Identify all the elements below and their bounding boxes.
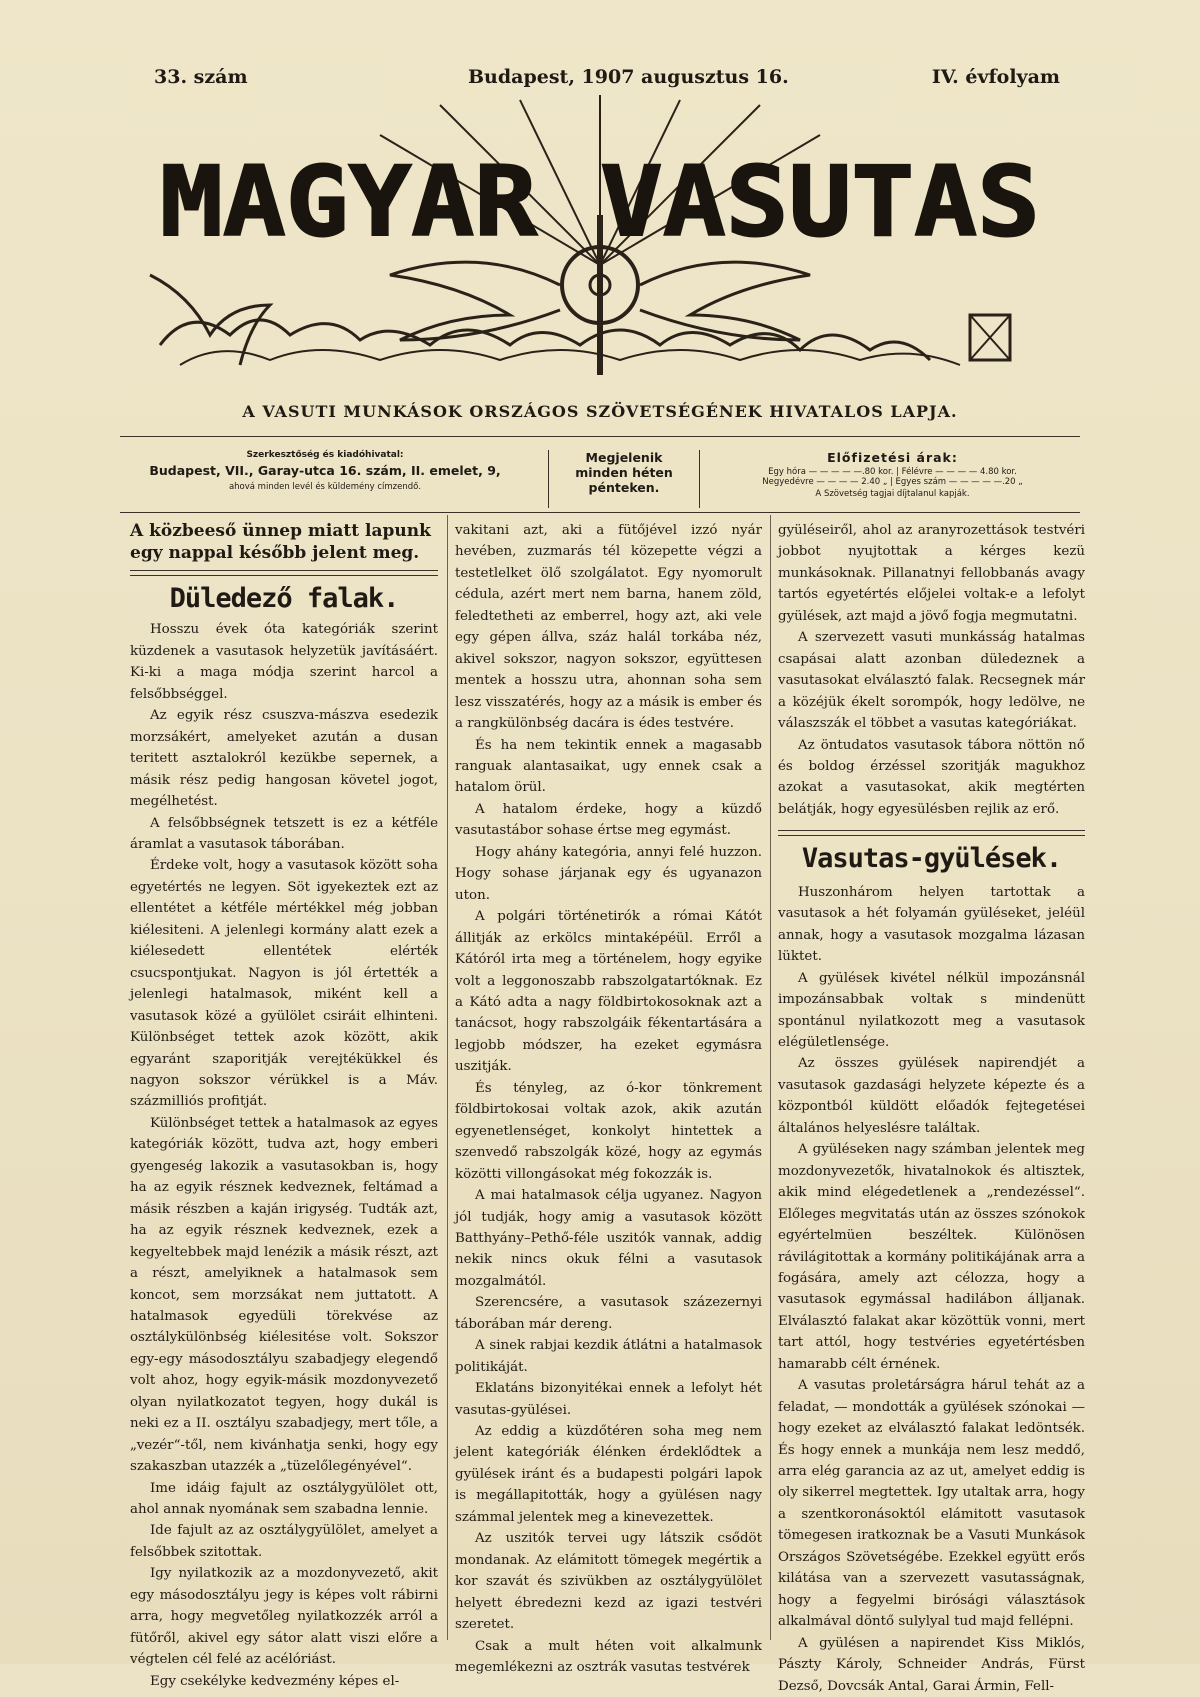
issue-header-line bbox=[150, 66, 1060, 88]
price-note: A Szövetség tagjai díjtalanul kapják. bbox=[815, 489, 970, 499]
masthead-logo bbox=[140, 95, 1060, 385]
publication-date: Budapest, 1907 augusztus 16. bbox=[468, 66, 789, 88]
column-3 bbox=[778, 520, 1085, 1697]
article-paragraph: Szerencsére, a vasutasok százezernyi táborában már dereng. bbox=[455, 1295, 762, 1332]
article-paragraph: A hatalom érdeke, hogy a küzdő vasutastábor sohase értse meg egymást. bbox=[455, 801, 762, 839]
article-paragraph: Az eddig a küzdőtéren soha meg nem jelent kategóriák élénken érdeklődtek a gyülések iránt és a budapesti polgári lapok is megállapitották, hogy a gyülésen nagy számmal jelentek meg a kinevezettek. bbox=[455, 1424, 762, 1525]
masthead-subtitle: A VASUTI MUNKÁSOK ORSZÁGOS SZÖVETSÉGÉNEK HIVATALOS LAPJA. bbox=[242, 402, 958, 421]
publication-schedule bbox=[548, 450, 700, 508]
office-label: Szerkesztőség és kiadóhivatal: bbox=[246, 450, 404, 460]
delay-notice: A közbeeső ünnep miatt lapunk egy nappal később jelent meg. bbox=[130, 521, 431, 563]
article-paragraph: A gyülésen a napirendet Kiss Miklós, Pászty Károly, Schneider András, Fürst Dezső, Dovcsák Antal, Garai Ármin, Fell- bbox=[778, 1635, 1085, 1694]
column-divider-1 bbox=[447, 515, 448, 1640]
article-paragraph: A polgári történetirók a római Kátót állitják az erkölcs mintaképéül. Erről a Kátóról irta meg a történelem, hogy egyike volt a leggonoszabb rabszolgatartóknak. Ez a Kátó adta a nagy földbirtokosoknak azt a tanácsot, hogy rabszolgáik fékentartására a legjobb módszer, ha ezeket egymásra uszitják. bbox=[455, 909, 762, 1075]
article-paragraph: Az uszitók tervei ugy látszik csődöt mondanak. Az elámitott tömegek megértik a kor szavát és szivükben az osztálygyülölet helyett ébredezni kezd az igazi testvéri szeretet. bbox=[455, 1531, 762, 1633]
article-paragraph: Ime idáig fajult az osztálygyülölet ott, ahol annak nyomának sem szabadna lennie. bbox=[130, 1480, 438, 1518]
article-paragraph: Huszonhárom helyen tartottak a vasutasok a hét folyamán gyüléseket, jeléül annak, hogy a vasutasok mozgalma lázasan lüktet. bbox=[778, 884, 1085, 965]
schedule-line-3: pénteken. bbox=[588, 480, 660, 495]
article-paragraph: Eklatáns bizonyitékai ennek a lefolyt hét vasutas-gyülései. bbox=[455, 1381, 762, 1418]
prices-title: Előfizetési árak: bbox=[827, 450, 958, 465]
article-paragraph: Ide fajult az az osztálygyülölet, amelyet a felsőbbek szitottak. bbox=[130, 1523, 438, 1560]
column-1 bbox=[130, 520, 438, 1692]
office-note: ahová minden levél és küldemény címzendő. bbox=[228, 482, 422, 492]
article-headline-duledezo-falak: Düledező falak. bbox=[169, 583, 399, 614]
article-paragraph: Egy csekélyke kedvezmény képes el- bbox=[150, 1673, 400, 1689]
schedule-line-1: Megjelenik bbox=[585, 450, 663, 465]
schedule-line-2: minden héten bbox=[575, 465, 673, 480]
article-paragraph: A mai hatalmasok célja ugyanez. Nagyon jól tudják, hogy amig a vasutasok között Batthyány–Pethő-féle uszitók vannak, addig nekik nincs okuk félni a vasutasok mozgalmától. bbox=[455, 1188, 762, 1289]
price-row-1: Egy hóra — — — — —.80 kor. | Félévre — — — — 4.80 kor. bbox=[768, 467, 1017, 477]
info-rule bbox=[120, 512, 1080, 513]
article-paragraph: Hogy ahány kategória, annyi felé huzzon. Hogy sohase járjanak egy és ugyanazon uton. bbox=[455, 844, 762, 903]
article-paragraph: Az összes gyülések napirendjét a vasutasok gazdasági helyzete képezte és a központból küldött előadók fejtegetései általános helyeslésre találtak. bbox=[778, 1056, 1085, 1136]
article-paragraph: Az egyik rész csuszva-mászva esedezik morzsákért, amelyeket azután a dusan teritett asztalokról kezükbe sepernek, a másik rész pedig hangosan követel jogot, megélhetést. bbox=[130, 708, 438, 810]
article-paragraph: gyüléseiről, ahol az aranyrozettások testvéri jobbot nyujtottak a kérges kezü munkásoknak. Pillanatnyi fellobbanás avagy tartós egyetértés előjelei voltak-e a lefolyt gyülések, azt majd a jövő fogja megmutatni. bbox=[778, 523, 1085, 624]
section-rule bbox=[778, 830, 1085, 836]
article-paragraph: Csak a mult héten voit alkalmunk megemlékezni az osztrák vasutas testvérek bbox=[455, 1638, 762, 1676]
article-paragraph: A felsőbbségnek tetszett is ez a kétféle áramlat a vasutasok táborában. bbox=[130, 815, 438, 852]
notice-rule bbox=[130, 570, 438, 576]
article-paragraph: A gyülések kivétel nélkül impozánsnál impozánsabbak voltak s mindenütt spontánul nyilatkozott meg a vasutasok elégületlensége. bbox=[778, 970, 1085, 1050]
article-paragraph: A vasutas proletárságra hárul tehát az a feladat, — mondották a gyülések szónokai — hogy ezeket az elválasztó falakat ledöntsék. És hogy ennek a munkája nem lesz meddő, arra elég garancia az az ut, amelyet eddig is oly sikerrel megtettek. Igy utaltak arra, hogy a szentkoronásoktól elámitott vasutasok tömegesen iratkoznak be a Vasuti Munkások Országos Szövetségébe. Ezekkel együtt erős kilátása van a szervezett vasutasságnak, hogy a fegyelmi birósági választások alkalmával döntő sulylyal tud majd fellépni. bbox=[778, 1378, 1085, 1630]
subscription-prices bbox=[705, 450, 1080, 508]
editorial-office-info bbox=[120, 450, 530, 508]
article-paragraph: vakitani azt, aki a fütőjével izzó nyár hevében, zuzmarás tél közepette végzi a testetlelket ölő szolgálatot. Egy nyomorult cédula, azért mert nem barna, hanem zöld, feledtetheti az emberrel, hogy azt, aki vele egy gépen állva, száz halál torkába néz, akivel sokszor, nagyon sokszor, együttesen mentek a hosszu utra, ahonnan soha sem lesz visszatérés, hogy az a másik is ember és a rangkülönbség dacára is édes testvére. bbox=[455, 523, 762, 732]
office-address: Budapest, VII., Garay-utca 16. szám, II. emelet, 9, bbox=[149, 463, 501, 478]
article-paragraph: A gyüléseken nagy számban jelentek meg mozdonyvezetők, hivatalnokok és altisztek, akik mind elégedetlenek a „rendezéssel“. Előleges megvitatás után az összes szónokok egyértelmüen beszéltek. Különösen rávilágitottak a kormány politikájának arra a fogására, amely azt célozza, hogy a vasutasok egymással hadilábon álljanak. Elválasztó falakat akar közöttük vonni, mert tart attól, hogy testvéries egyetértésben hamarabb célt érnének. bbox=[778, 1142, 1085, 1372]
column-divider-2 bbox=[770, 515, 771, 1640]
article-paragraph: Érdeke volt, hogy a vasutasok között soha egyetértés ne legyen. Söt igyekeztek ezt az ellentétet a kétféle mértékkel még jobban kiélesiteni. A jelenlegi kormány alatt ezek a kiélesedett ellentétek elérték csucspontjukat. Nagyon is jól értették a jelenlegi hatalmasok, miként kell a vasutasok közé a gyülölet csiráit elhinteni. Különbséget tettek azok között, akik egyaránt szaporitják verejtékükkel és nagyon sokszor vérükkel is a Máv. százmilliós profitját. bbox=[130, 858, 438, 1110]
header-rule bbox=[120, 436, 1080, 437]
masthead-title: MAGYAR VASUTAS bbox=[160, 146, 1040, 258]
article-paragraph: A szervezett vasuti munkásság hatalmas csapásai alatt azonban düledeznek a vasutasokat elválasztó falak. Recsegnek már a közéjük ékelt sorompók, hogy ledölve, ne válaszszák el többet a vasutas kategóriákat. bbox=[778, 630, 1085, 732]
article-paragraph: Különbséget tettek a hatalmasok az egyes kategóriák között, tudva azt, hogy emberi gyengeség lakozik a vasutasokban is, hogy ha az egyik résznek kedveznek, feltámad a másik részben a kaján irigység. Tudták azt, ha az egyik résznek kedveznek, ezek a kegyeltebbek majd lenézik a másik részt, azt a részt, amelyiknek a hatalmasok sem koncot, sem morzsákat nem juttatott. A hatalmasok egyedüli törekvése az osztálykülönbség kiélesitése volt. Sokszor egy-egy másodosztályu szabadjegy elegendő volt ahoz, hogy egyik-másik mozdonyvezető olyan nyilatkozatot tegyen, hogy dukál is neki ez a II. osztályu szabadjegy, mert tőle, a „vezér“-től, nem kivánhatja senki, hogy egy szakaszban utazzék a „tüzelőlegényével“. bbox=[130, 1115, 438, 1475]
article-paragraph: A sinek rabjai kezdik átlátni a hatalmasok politikáját. bbox=[455, 1338, 762, 1375]
article-paragraph: És tényleg, az ó-kor tönkrement földbirtokosai voltak azok, akik azután egyenetlenséget, konkolyt hintettek a szenvedő rabszolgák közé, hogy az egymás közötti villongásokat még fokozzák is. bbox=[455, 1080, 762, 1182]
issue-number: 33. szám bbox=[154, 66, 248, 88]
column-2 bbox=[455, 520, 762, 1678]
article-paragraph: Hosszu évek óta kategóriák szerint küzdenek a vasutasok helyzetük javításáért. Ki-ki a maga módja szerint harcol a felsőbbséggel. bbox=[130, 622, 438, 702]
article-paragraph: És ha nem tekintik ennek a magasabb ranguak alantasaikat, ugy ennek csak a hatalom örül. bbox=[455, 737, 762, 796]
volume-number: IV. évfolyam bbox=[931, 66, 1060, 88]
article-paragraph: Igy nyilatkozik az a mozdonyvezető, akit egy másodosztályu jegy is képes volt rábirni arra, hogy megvetőleg nyilatkozzék arról a fütőről, akivel egy sátor alatt viszi előre a végtelen cél felé az acélóriást. bbox=[130, 1566, 438, 1668]
price-row-2: Negyedévre — — — — 2.40 „ | Egyes szám — — — — —.20 „ bbox=[762, 477, 1023, 487]
article-paragraph: Az öntudatos vasutasok tábora nöttön nő és boldog érzéssel szoritják magukhoz azokat a vasutasokat, akik megtérten belátják, hogy egyesülésben rejlik az erő. bbox=[778, 737, 1085, 817]
article-headline-vasutas-gyulesek: Vasutas-gyülések. bbox=[801, 843, 1062, 875]
